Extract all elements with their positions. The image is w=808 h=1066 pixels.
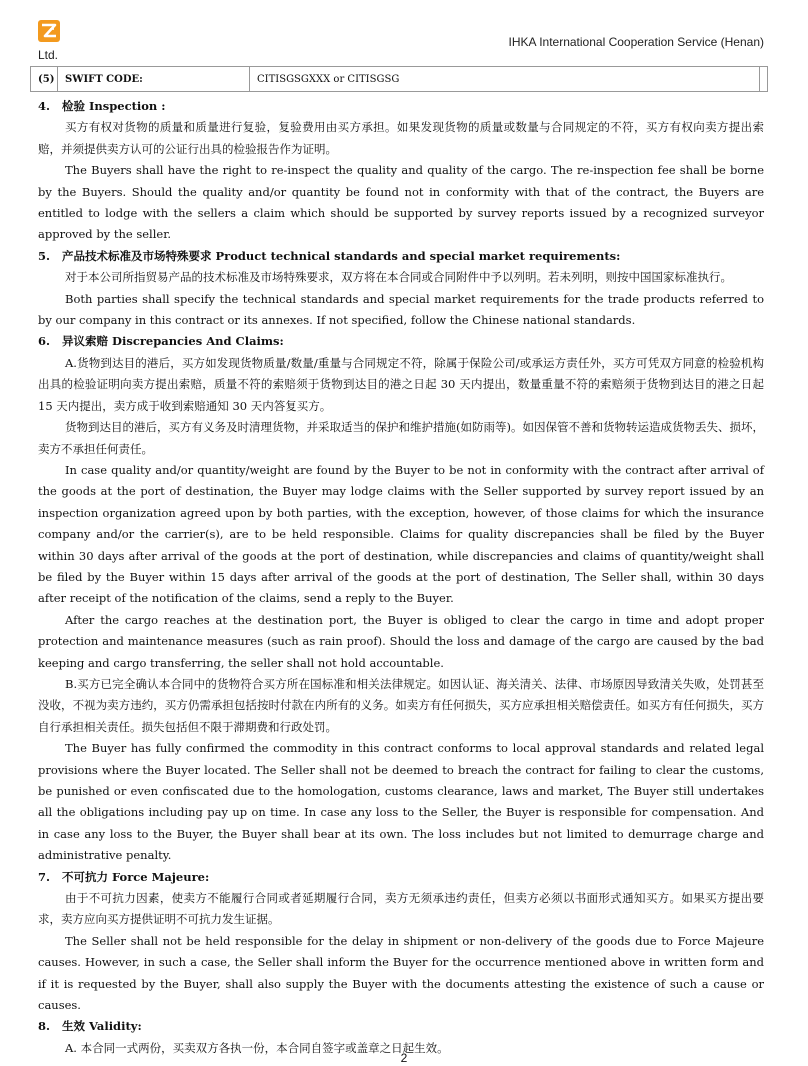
section-heading-claims: 6. 异议索赔 Discrepancies And Claims: <box>38 334 284 349</box>
paragraph: The Seller shall not be held responsible for the delay in shipment or non-delivery of the goods due to Force Majeure causes. However, in such a case, the Seller shall inform the Buyer for the occurrence mentioned above in written form and if it is requested by the Buyer, shall also supply the Buyer with the documents attesting the existence of such a cause or causes. <box>38 933 764 1013</box>
swift-label: SWIFT CODE: <box>65 74 143 85</box>
paragraph: 买方有权对货物的质量和质量进行复验，复验费用由买方承担。如果发现货物的质量或数量与合同规定的不符，买方有权向卖方提出索赔，并须提供卖方认可的公证行出具的检验报告作为证明。 <box>38 120 764 156</box>
paragraph: 由于不可抗力因素，使卖方不能履行合同或者延期履行合同，卖方无须承违约责任，但卖方必须以书面形式通知买方。如果买方提出要求，卖方应向买方提供证明不可抗力发生证据。 <box>38 891 764 927</box>
paragraph: Both parties shall specify the technical standards and special market requirements for the trade products referred to by our company in this contract or its annexes. If not specified, follow the Chinese national standards. <box>38 291 764 328</box>
paragraph: 对于本公司所指贸易产品的技术标准及市场特殊要求，双方将在本合同或合同附件中予以列明。若未列明，则按中国国家标准执行。 <box>65 270 732 285</box>
contract-body <box>38 96 764 1059</box>
company-suffix: Ltd. <box>38 48 59 62</box>
section-heading-inspection: 4. 检验 Inspection : <box>38 99 166 113</box>
paragraph: The Buyers shall have the right to re-inspect the quality and quality of the cargo. The re-inspection fee shall be borne by the Buyers. Should the quality and/or quantity be found not in conformity with that of the contract, the Buyers are entitled to lodge with the sellers a claim which should be supported by survey reports issued by a recognized surveyor approved by the seller. <box>38 163 764 242</box>
section-heading-validity: 8. 生效 Validity: <box>38 1019 142 1034</box>
ihka-logo-icon <box>38 20 60 42</box>
paragraph: A.货物到达目的港后，买方如发现货物质量/数量/重量与合同规定不符，除属于保险公司/或承运方责任外，买方可凭双方同意的检验机构出具的检验证明向卖方提出索赔，质量不符的索赔须于货物到达目的港之日起 30 天内提出，数量重量不符的索赔须于货物到达目的港之日起 15 天内提出，卖方成于收到索赔通知 30 天内答复买方。 <box>38 355 764 413</box>
section-heading-force-majeure: 7. 不可抗力 Force Majeure: <box>38 869 210 884</box>
page-number: 2 <box>400 1051 408 1065</box>
paragraph: In case quality and/or quantity/weight are found by the Buyer to be not in conformity with the contract after arrival of the goods at the port of destination, the Buyer may lodge claims with the Seller supported by survey report issued by an inspection organization agreed upon by both parties, with the exception, however, of those claims for which the insurance company and/or the carrier(s), are to be held responsible. Claims for quality discrepancies shall be filed by the Buyer within 30 days after arrival of the goods at the port of destination, while discrepancies and claims of quantity/weight shall be filed by the Buyer within 15 days after arrival of the goods at the port of destination, The Seller shall, within 30 days after receipt of the notification of the claims, send a reply to the Buyer. <box>38 462 764 606</box>
paragraph: A. 本合同一式两份，买卖双方各执一份，本合同自签字或盖章之日起生效。 <box>65 1040 449 1055</box>
company-name: IHKA International Cooperation Service (Henan) <box>508 35 764 49</box>
page-header <box>0 0 808 66</box>
swift-index: (5) <box>38 74 55 85</box>
paragraph: B.买方已完全确认本合同中的货物符合买方所在国标准和相关法律规定。如因认证、海关清关、法律、市场原因导致清关失败，处罚甚至没收，不视为卖方违约，买方仍需承担包括按时付款在内所有的义务。如卖方有任何损失，买方应承担相关赔偿责任。如买方有任何损失，买方自行承担相关责任。损失包括但不限于滞期费和行政处罚。 <box>38 676 764 734</box>
swift-value: CITISGSGXXX or CITISGSG <box>257 74 400 85</box>
paragraph: The Buyer has fully confirmed the commodity in this contract conforms to local approval standards and related legal provisions where the Buyer located. The Seller shall not be deemed to breach the contract for failing to clear the customs, be punished or even confiscated due to the homologation, customs clearance, laws and market, The Buyer still undertakes all the obligations including pay up on time. In case any loss to the Seller, the Buyer is responsible for compensation. And in case any loss to the Buyer, the Buyer shall bear at its own. The loss includes but not limited to demurrage charge and administrative penalty. <box>38 741 764 863</box>
paragraph: After the cargo reaches at the destination port, the Buyer is obliged to clear the cargo in time and adopt proper protection and maintenance measures (such as rain proof). Should the loss and damage of the cargo are caused by the bad keeping and cargo transferring, the seller shall not hold accountable. <box>38 612 764 670</box>
swift-code-row <box>30 66 768 92</box>
paragraph: 货物到达目的港后，买方有义务及时清理货物，并采取适当的保护和维护措施(如防雨等)。如因保管不善和货物转运造成货物丢失、损坏，卖方不承担任何责任。 <box>38 420 764 456</box>
section-heading-standards: 5. 产品技术标准及市场特殊要求 Product technical standards and special market requirements: <box>38 248 621 263</box>
